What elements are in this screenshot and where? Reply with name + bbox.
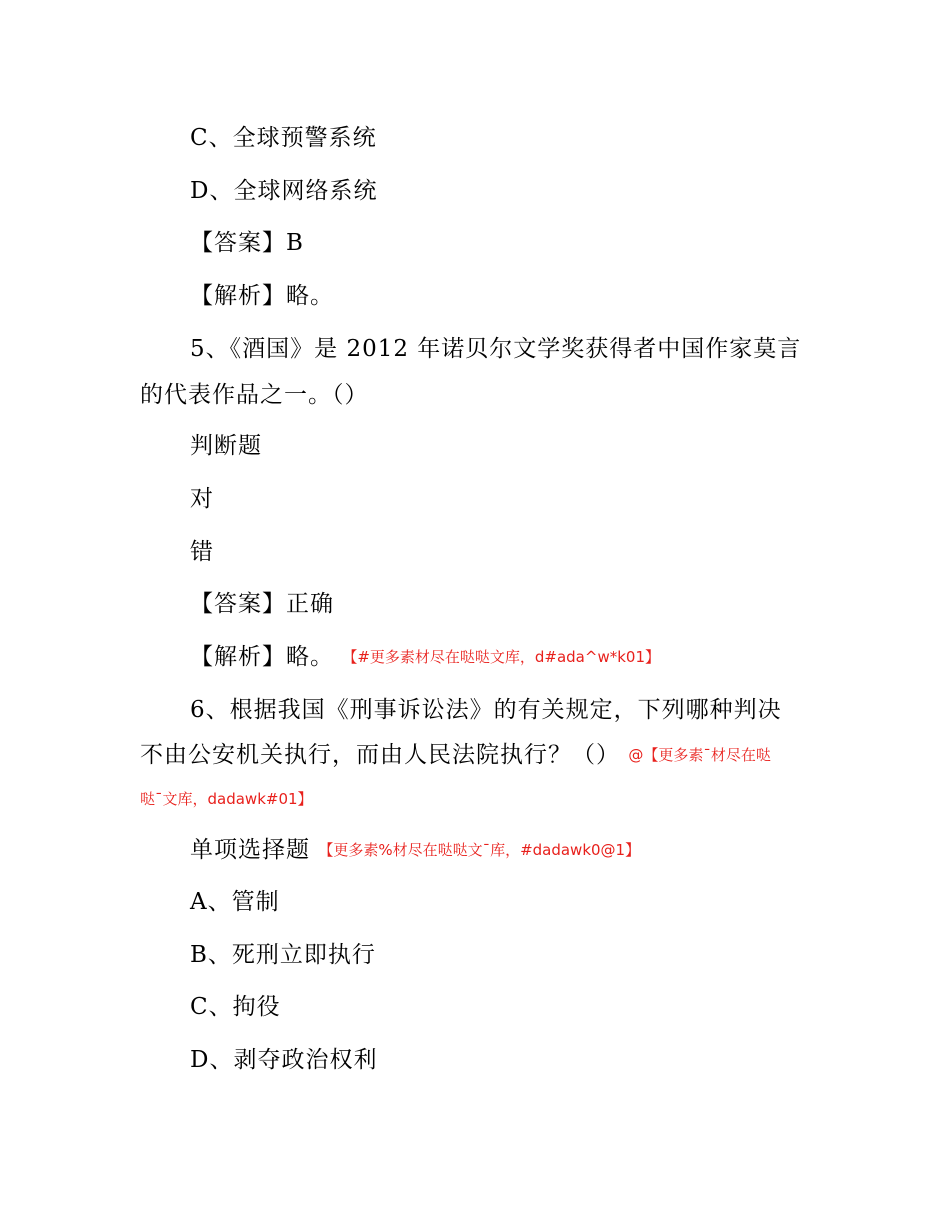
q6-question-type: 单项选择题 [190, 837, 310, 863]
q5-option-false: 错 [190, 539, 214, 565]
q6-type-row [190, 835, 640, 865]
q6-stem-line-2: 不由公安机关执行，而由人民法院执行？（） [140, 742, 620, 768]
watermark-text: 哒¯文库，dadawk#01】 [140, 790, 313, 808]
watermark-text: 【更多素%材尽在哒哒文¯库，#dadawk0@1】 [318, 841, 641, 859]
q5-stem-line-1: 5、《酒国》是 2012 年诺贝尔文学奖获得者中国作家莫言 [190, 336, 802, 362]
q5-analysis-line [190, 642, 660, 672]
q6-stem-line-2-row [140, 740, 771, 770]
q4-option-d: D、全球网络系统 [190, 178, 378, 204]
q4-analysis: 【解析】略。 [190, 283, 334, 309]
q6-option-d: D、剥夺政治权利 [190, 1047, 378, 1073]
q6-option-b: B、死刑立即执行 [190, 942, 376, 968]
q6-option-a: A、管制 [190, 889, 280, 915]
q5-question-type: 判断题 [190, 433, 262, 459]
q4-answer: 【答案】B [190, 230, 304, 256]
q6-stem-line-1: 6、根据我国《刑事诉讼法》的有关规定，下列哪种判决 [190, 697, 782, 723]
watermark-text: @【更多素¯材尽在哒 [628, 746, 771, 764]
q5-stem-line-2: 的代表作品之一。（） [140, 382, 369, 408]
q5-option-true: 对 [190, 486, 214, 512]
q5-answer: 【答案】正确 [190, 591, 334, 617]
q5-analysis: 【解析】略。 [190, 644, 334, 670]
watermark-text: 【#更多素材尽在哒哒文库，d#ada^w*k01】 [342, 648, 660, 666]
q4-option-c: C、全球预警系统 [190, 125, 377, 151]
q6-option-c: C、拘役 [190, 994, 281, 1020]
